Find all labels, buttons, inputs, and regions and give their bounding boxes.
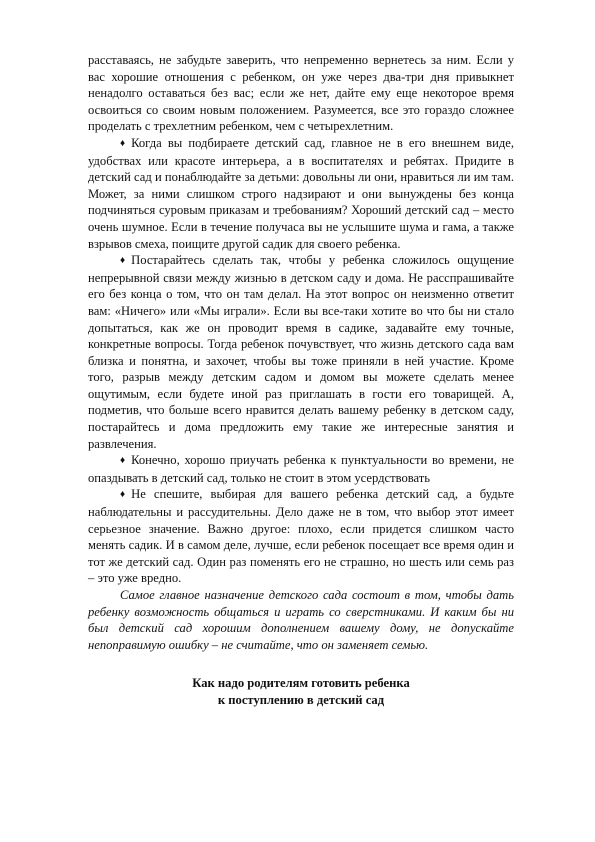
bullet-text: Когда вы подбираете детский сад, главное не в его внешнем виде, удобствах или красоте интерьера, а в воспитателях и ребятах. Придите в детский сад и понаблюдайте за детьми: довольны ли они, нравиться ли им там. Может, за ними слишком строго надзирают и они вынуждены без конца подчиняться суровым приказам и требованиям? Хороший детский сад – место очень шумное. Если в течение получаса вы не услышите шума и гама, а также взрывов смеха, поищите другой садик для своего ребенка.	[88, 135, 514, 251]
bullet-paragraph-1	[88, 135, 514, 252]
diamond-bullet-icon: ♦	[120, 137, 126, 149]
heading-line-1: Как надо родителям готовить ребенка	[192, 676, 410, 691]
bullet-paragraph-2	[88, 252, 514, 452]
bullet-paragraph-4	[88, 486, 514, 587]
document-page	[88, 52, 514, 709]
diamond-bullet-icon: ♦	[120, 255, 126, 267]
bullet-text: Постарайтесь сделать так, чтобы у ребенка сложилось ощущение непрерывной связи между жизнью в детском саду и дома. Не расспрашивайте его без конца о том, что он там делал. На этот вопрос он неизменно ответит вам: «Ничего» или «Мы играли». Если вы все-таки хотите во что бы ни стало допытаться, как же он проводит время в садике, задавайте ему точные, конкретные вопросы. Тогда ребенок почувствует, что жизнь детского сада вам близка и понятна, и захочет, чтобы вы тоже приняли в ней участие. Кроме того, разрыв между детским садом и домом вы можете сделать менее ощутимым, если будете иной раз приглашать в гости его товарищей. А, подметив, что больше всего нравится делать вашему ребенку в детском саду, постарайтесь и дома предложить ему такие же интересные занятия и развлечения.	[88, 253, 514, 451]
bullet-text: Конечно, хорошо приучать ребенка к пунктуальности во времени, не опаздывать в детский сад, только не стоит в этом усердствовать	[88, 453, 514, 485]
opening-paragraph: расставаясь, не забудьте заверить, что непременно вернетесь за ним. Если у вас хорошие отношения с ребенком, он уже через два-три дня привыкнет ненадолго оставаться без вас; если же нет, дайте ему еще некоторое время освоиться со своим новым положением. Разумеется, все это гораздо сложнее проделать с трехлетним ребенком, чем с четырехлетним.	[88, 53, 514, 134]
bullet-text: Не спешите, выбирая для вашего ребенка детский сад, а будьте наблюдательны и рассудительны. Дело даже не в том, что выбор этот имеет серьезное значение. Важно другое: плохо, если придется слишком часто менять садик. И в самом деле, лучше, если ребенок посещает все время один и тот же детский сад. Один раз поменять его не страшно, но шесть или семь раз – это уже вредно.	[88, 487, 514, 586]
section-heading	[88, 675, 514, 709]
diamond-bullet-icon: ♦	[120, 455, 126, 467]
heading-line-2: к поступлению в детский сад	[217, 693, 385, 708]
conclusion-paragraph: Самое главное назначение детского сада состоит в том, чтобы дать ребенку возможность общаться и играть со сверстниками. И каким бы ни был детский сад хорошим дополнением вашему дому, не допускайте непоправимую ошибку – не считайте, что он заменяет семью.	[88, 588, 514, 652]
diamond-bullet-icon: ♦	[120, 489, 126, 501]
bullet-paragraph-3	[88, 452, 514, 486]
